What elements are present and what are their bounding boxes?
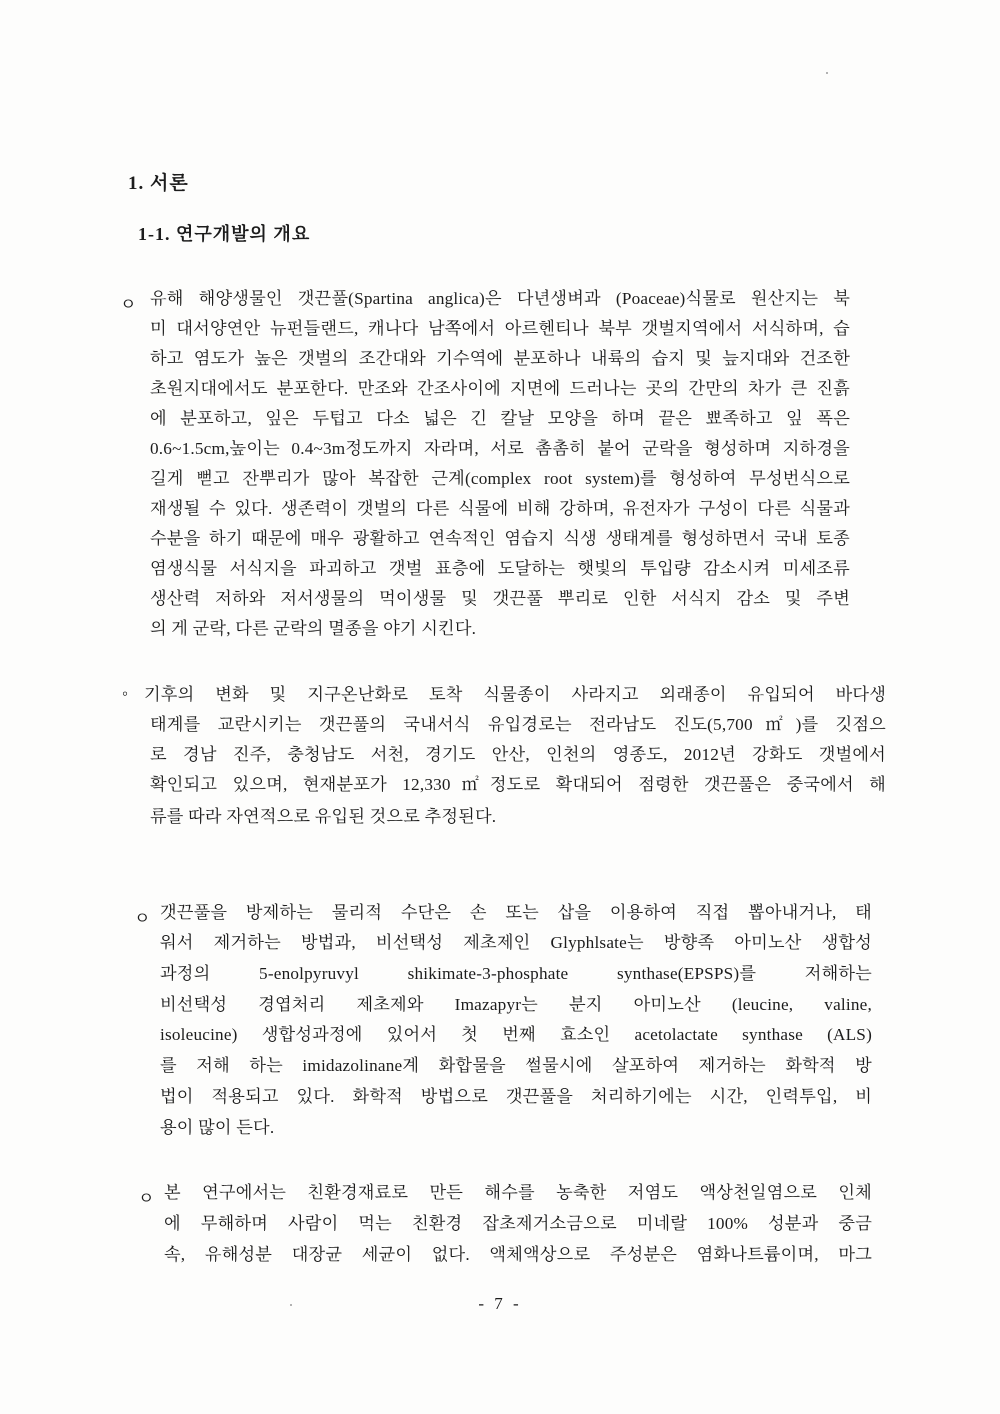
paragraph-line: 류를 따라 자연적으로 유입된 것으로 추정된다. <box>150 807 497 826</box>
scan-speck <box>826 72 828 74</box>
paragraph-line: 하고 염도가 높은 갯벌의 조간대와 기수역에 분포하나 내륙의 습지 및 늪지대와 건조한 <box>150 349 850 368</box>
paragraph-line: 워서 제거하는 방법과, 비선택성 제초제인 Glyphlsate는 방향족 아미노산 생합성 <box>160 933 872 952</box>
paragraph-line: 를 저해 하는 imidazolinane계 화합물을 썰물시에 살포하여 제거하는 화학적 방 <box>160 1056 872 1075</box>
paragraph-line: isoleucine) 생합성과정에 있어서 첫 번째 효소인 acetolactate synthase (ALS) <box>160 1025 872 1044</box>
paragraph-line: 재생될 수 있다. 생존력이 갯벌의 다른 식물에 비해 강하며, 유전자가 구성이 다른 식물과 <box>150 499 850 518</box>
paragraph-line: 에 무해하며 사람이 먹는 친환경 잡초제거소금으로 미네랄 100% 성분과 중금 <box>164 1214 872 1233</box>
scan-speck <box>290 1304 292 1306</box>
bullet-marker: ㅇ <box>120 295 137 314</box>
bullet-marker: ㅇ <box>134 909 151 928</box>
paragraph-line: 기후의 변화 및 지구온난화로 토착 식물종이 사라지고 외래종이 유입되어 바다생 <box>144 685 886 704</box>
paragraph-line: 갯끈풀을 방제하는 물리적 수단은 손 또는 삽을 이용하여 직접 뽑아내거나, 태 <box>160 903 872 922</box>
paragraph-line: 비선택성 경엽처리 제초제와 Imazapyr는 분지 아미노산 (leucine, valine, <box>160 995 872 1014</box>
paragraph-line: 로 경남 진주, 충청남도 서천, 경기도 안산, 인천의 영종도, 2012년 강화도 갯벌에서 <box>150 745 886 764</box>
paragraph-line: 유해 해양생물인 갯끈풀(Spartina anglica)은 다년생벼과 (Poaceae)식물로 원산지는 북 <box>150 289 850 308</box>
page-number: - 7 - <box>478 1294 522 1313</box>
paragraph-line: 의 게 군락, 다른 군락의 멸종을 야기 시킨다. <box>150 619 477 638</box>
paragraph-line: 수분을 하기 때문에 매우 광활하고 연속적인 염습지 식생 생태계를 형성하면서 국내 토종 <box>150 529 850 548</box>
paragraph-line: 에 분포하고, 잎은 두텁고 다소 넓은 긴 칼날 모양을 하며 끝은 뾰족하고 잎 폭은 <box>150 409 850 428</box>
bullet-marker: ㅇ <box>138 1189 155 1208</box>
paragraph-line: 법이 적용되고 있다. 화학적 방법으로 갯끈풀을 처리하기에는 시간, 인력투입, 비 <box>160 1087 872 1106</box>
paragraph-line: 미 대서양연안 뉴펀들랜드, 캐나다 남쪽에서 아르헨티나 북부 갯벌지역에서 서식하며, 습 <box>150 319 850 338</box>
subsection-heading: 1-1. 연구개발의 개요 <box>138 224 311 244</box>
paragraph-line: 0.6~1.5cm,높이는 0.4~3m정도까지 자라며, 서로 촘촘히 붙어 군락을 형성하며 지하경을 <box>150 439 850 458</box>
paragraph-line: 생산력 저하와 저서생물의 먹이생물 및 갯끈풀 뿌리로 인한 서식지 감소 및 주변 <box>150 589 850 608</box>
bullet-marker: ◦ <box>122 684 129 703</box>
paragraph-line: 속, 유해성분 대장균 세균이 없다. 액체액상으로 주성분은 염화나트륨이며, 마그 <box>164 1245 872 1264</box>
paragraph-line: 본 연구에서는 친환경재료로 만든 해수를 농축한 저염도 액상천일염으로 인체 <box>164 1183 872 1202</box>
section-heading: 1. 서론 <box>128 173 189 194</box>
paragraph-line: 태계를 교란시키는 갯끈풀의 국내서식 유입경로는 전라남도 진도(5,700㎡)를 깃점으 <box>150 715 886 734</box>
paragraph-line: 초원지대에서도 분포한다. 만조와 간조사이에 지면에 드러나는 곳의 간만의 차가 큰 진흙 <box>150 379 850 398</box>
paragraph-line: 확인되고 있으며, 현재분포가 12,330㎡정도로 확대되어 점령한 갯끈풀은 중국에서 해 <box>150 775 886 794</box>
paragraph-line: 용이 많이 든다. <box>160 1118 275 1137</box>
paragraph-line: 염생식물 서식지을 파괴하고 갯벌 표층에 도달하는 햇빛의 투입량 감소시켜 미세조류 <box>150 559 850 578</box>
paragraph-line: 과정의 5-enolpyruvyl shikimate-3-phosphate synthase(EPSPS)를 저해하는 <box>160 964 872 983</box>
paragraph-line: 길게 뻗고 잔뿌리가 많아 복잡한 근계(complex root system)를 형성하여 무성번식으로 <box>150 469 850 488</box>
